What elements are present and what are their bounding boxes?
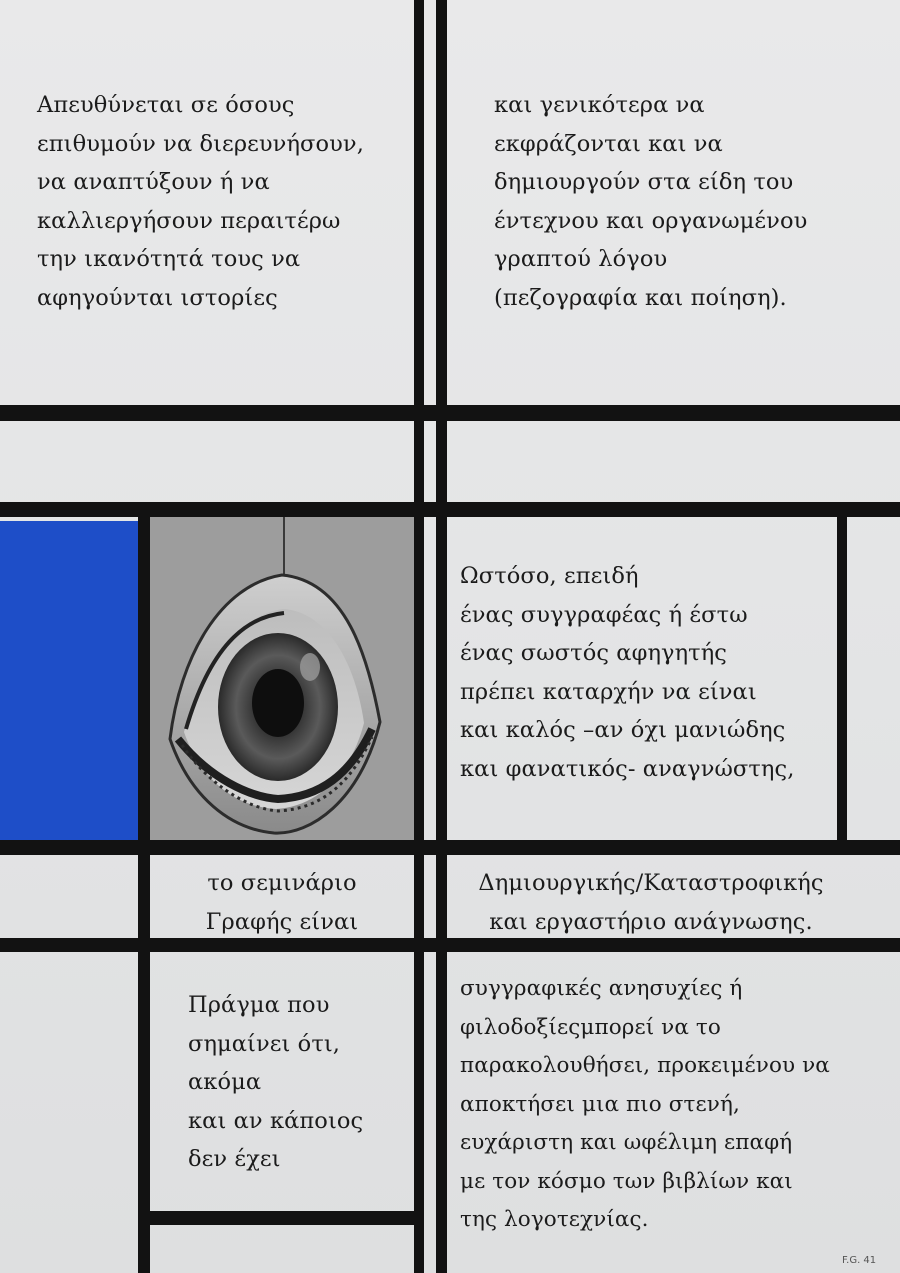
grid-line-horizontal-2	[0, 502, 900, 517]
text-line: καλλιεργήσουν περαιτέρω	[37, 207, 341, 234]
text-line: έντεχνου και οργανωμένου	[494, 207, 808, 234]
text-line: και εργαστήριο ανάγνωσης.	[489, 908, 813, 935]
grid-line-vertical-right	[837, 510, 847, 848]
text-line: αποκτήσει μια πιο στενή,	[460, 1091, 740, 1117]
text-line: να αναπτύξουν ή να	[37, 169, 270, 195]
text-line: Απευθύνεται σε όσους	[37, 92, 295, 118]
text-line: ακόμα	[188, 1069, 262, 1095]
artist-signature: F.G. 41	[842, 1255, 877, 1266]
text-line: (πεζογραφία και ποίηση).	[494, 284, 787, 311]
text-line: Ωστόσο, επειδή	[460, 563, 639, 589]
text-line: αφηγούνται ιστορίες	[37, 284, 278, 311]
text-line: πρέπει καταρχήν να είναι	[460, 678, 757, 705]
seminar-text-right	[456, 864, 846, 941]
text-line: εκφράζονται και να	[494, 130, 723, 157]
text-line: με τον κόσμο των βιβλίων και	[460, 1168, 793, 1194]
text-line: το σεμινάριο	[207, 870, 357, 896]
bottom-text-right	[460, 970, 830, 1240]
text-line: και καλός –αν όχι μανιώδης	[460, 717, 786, 743]
reader-text	[460, 557, 794, 788]
text-line: και αν κάποιος	[188, 1107, 364, 1134]
grid-line-horizontal-1	[0, 405, 900, 421]
text-line: φιλοδοξίεςμπορεί να το	[460, 1014, 721, 1040]
grid-line-vertical-center	[436, 0, 447, 1273]
text-line: ένας συγγραφέας ή έστω	[460, 601, 748, 628]
text-line: σημαίνει ότι,	[188, 1030, 341, 1057]
intro-text-left	[37, 86, 364, 317]
grid-line-vertical-left	[138, 510, 150, 1273]
text-line: δεν έχει	[188, 1146, 281, 1172]
intro-text-right	[494, 86, 807, 317]
text-line: της λογοτεχνίας.	[460, 1207, 649, 1232]
text-line: Δημιουργικής/Καταστροφικής	[478, 870, 824, 896]
grid-line-vertical-main	[414, 0, 424, 1273]
text-line: συγγραφικές ανησυχίες ή	[460, 976, 743, 1001]
text-line: και γενικότερα να	[494, 92, 705, 118]
bottom-text-left	[188, 986, 363, 1179]
text-line: παρακολουθήσει, προκειμένου να	[460, 1053, 830, 1078]
grid-line-horizontal-5	[138, 1211, 424, 1225]
text-line: Γραφής είναι	[205, 908, 359, 935]
text-line: γραπτού λόγου	[494, 246, 668, 272]
seminar-text-left	[150, 864, 414, 941]
blue-block	[0, 521, 138, 840]
eye-photo	[150, 517, 414, 840]
text-line: ένας σωστός αφηγητής	[460, 640, 727, 666]
text-line: δημιουργούν στα είδη του	[494, 169, 794, 195]
text-line: ευχάριστη και ωφέλιμη επαφή	[460, 1130, 793, 1155]
grid-line-horizontal-3	[0, 840, 900, 855]
text-line: επιθυμούν να διερευνήσουν,	[37, 130, 364, 157]
text-line: και φανατικός- αναγνώστης,	[460, 755, 795, 782]
eye-icon	[150, 517, 414, 840]
text-line: Πράγμα που	[188, 992, 330, 1018]
text-line: την ικανότητά τους να	[37, 246, 301, 272]
